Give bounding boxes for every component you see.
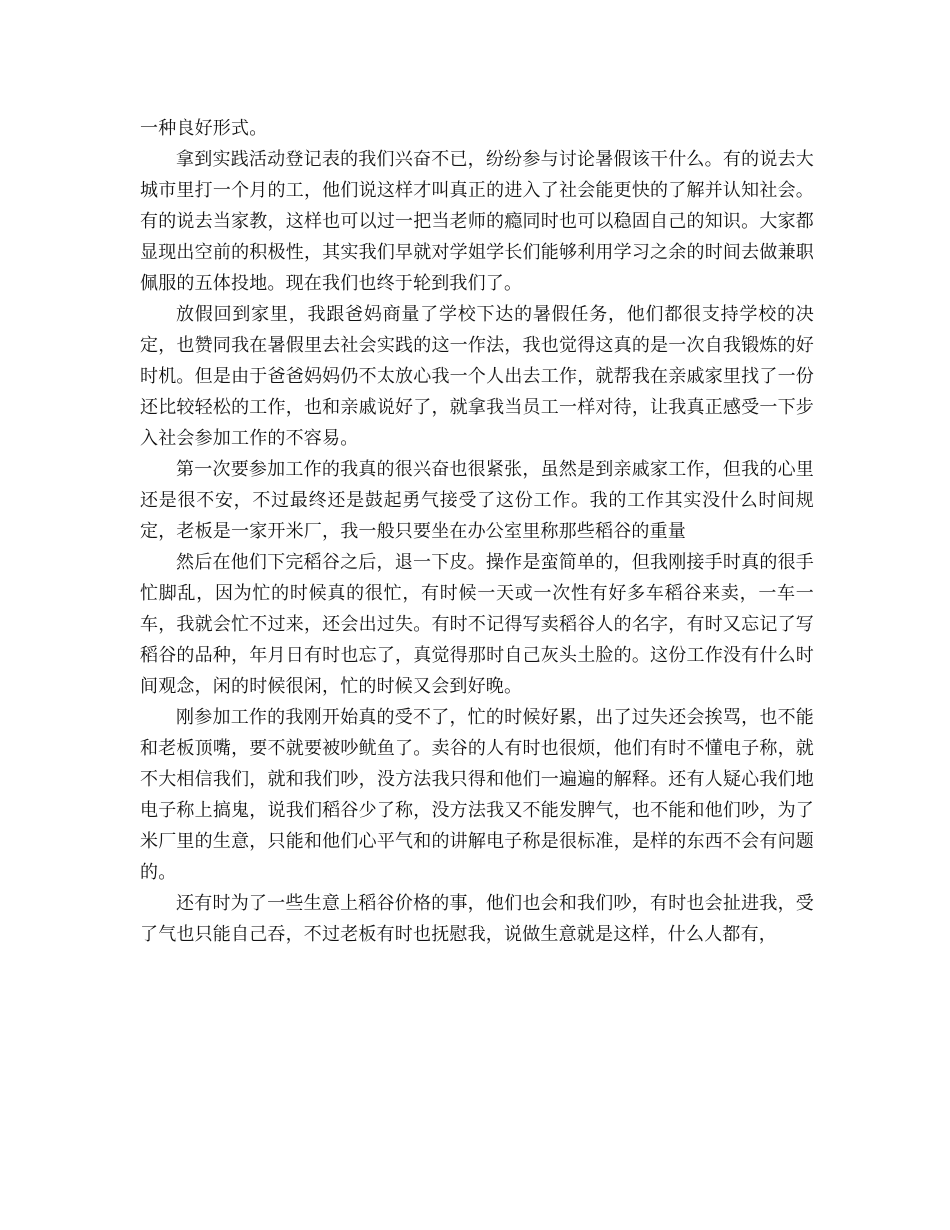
paragraph-2: 拿到实践活动登记表的我们兴奋不已，纷纷参与讨论暑假该干什么。有的说去大城市里打一个月的工，他们说这样才叫真正的进入了社会能更快的了解并认知社会。有的说去当家教，这样也可以过一把当老师的瘾同时也可以稳固自己的知识。大家都显现出空前的积极性，其实我们早就对学姐学长们能够利用学习之余的时间去做兼职佩服的五体投地。现在我们也终于轮到我们了。: [140, 149, 814, 294]
paragraph-6: 刚参加工作的我刚开始真的受不了，忙的时候好累，出了过失还会挨骂，也不能和老板顶嘴，要不就要被吵鱿鱼了。卖谷的人有时也很烦，他们有时不懂电子称，就不大相信我们，就和我们吵，没方法我只得和他们一遍遍的解释。还有人疑心我们地电子称上搞鬼，说我们稻谷少了称，没方法我又不能发脾气，也不能和他们吵，为了米厂里的生意，只能和他们心平气和的讲解电子称是很标准，是样的东西不会有问题的。: [140, 707, 814, 883]
paragraph-1: 一种良好形式。: [140, 118, 268, 139]
paragraph-5: 然后在他们下完稻谷之后，退一下皮。操作是蛮简单的，但我刚接手时真的很手忙脚乱，因为忙的时候真的很忙，有时候一天或一次性有好多车稻谷来卖，一车一车，我就会忙不过来，还会出过失。有时不记得写卖稻谷人的名字，有时又忘记了写稻谷的品种，年月日有时也忘了，真觉得那时自己灰头土脸的。这份工作没有什么时间观念，闲的时候很闲，忙的时候又会到好晚。: [140, 552, 814, 697]
paragraph-3: 放假回到家里，我跟爸妈商量了学校下达的暑假任务，他们都很支持学校的决定，也赞同我在暑假里去社会实践的这一作法，我也觉得这真的是一次自我锻炼的好时机。但是由于爸爸妈妈仍不太放心我一个人出去工作，就帮我在亲戚家里找了一份还比较轻松的工作，也和亲戚说好了，就拿我当员工一样对待，让我真正感受一下步入社会参加工作的不容易。: [140, 304, 814, 449]
paragraph-4: 第一次要参加工作的我真的很兴奋也很紧张，虽然是到亲戚家工作，但我的心里还是很不安，不过最终还是鼓起勇气接受了这份工作。我的工作其实没什么时间规定，老板是一家开米厂，我一般只要坐在办公室里称那些稻谷的重量: [140, 459, 814, 542]
paragraph-7: 还有时为了一些生意上稻谷价格的事，他们也会和我们吵，有时也会扯进我，受了气也只能自己吞，不过老板有时也抚慰我，说做生意就是这样，什么人都有，: [140, 893, 814, 945]
document-body: [140, 113, 814, 950]
